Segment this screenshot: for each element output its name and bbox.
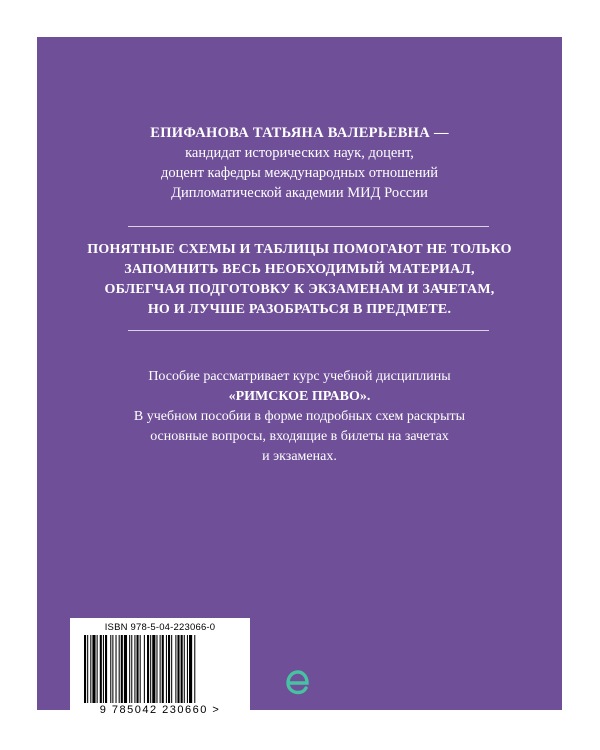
eksmo-logo-icon — [284, 668, 312, 696]
promo-text — [37, 240, 562, 320]
author-info — [37, 123, 562, 203]
author-name: ЕПИФАНОВА ТАТЬЯНА ВАЛЕРЬЕВНА — — [150, 125, 449, 141]
barcode-bars — [84, 635, 236, 703]
promo-line: ЗАПОМНИТЬ ВЕСЬ НЕОБХОДИМЫЙ МАТЕРИАЛ, — [124, 262, 475, 277]
divider-top — [128, 226, 489, 227]
description-line: В учебном пособии в форме подробных схем раскрыты — [133, 409, 466, 424]
barcode-digits: 9 785042 230660 > — [99, 704, 221, 716]
author-degree: кандидат исторических наук, доцент, — [185, 145, 414, 161]
barcode-panel — [70, 618, 250, 720]
author-affiliation: Дипломатической академии МИД России — [171, 185, 428, 201]
back-cover — [37, 37, 562, 710]
promo-line: ОБЛЕГЧАЯ ПОДГОТОВКУ К ЭКЗАМЕНАМ И ЗАЧЕТАМ, — [104, 282, 495, 297]
isbn-text: ISBN 978-5-04-223066-0 — [104, 622, 216, 633]
promo-line: НО И ЛУЧШЕ РАЗОБРАТЬСЯ В ПРЕДМЕТЕ. — [147, 302, 452, 317]
description-line: основные вопросы, входящие в билеты на зачетах — [150, 429, 449, 444]
subject-title: «РИМСКОЕ ПРАВО». — [228, 389, 371, 404]
author-position: доцент кафедры международных отношений — [160, 165, 438, 181]
divider-bottom — [128, 330, 489, 331]
description — [37, 367, 562, 467]
description-line: и экзаменах. — [262, 449, 337, 464]
description-line: Пособие рассматривает курс учебной дисциплины — [148, 369, 451, 384]
promo-line: ПОНЯТНЫЕ СХЕМЫ И ТАБЛИЦЫ ПОМОГАЮТ НЕ ТОЛЬКО — [87, 242, 512, 257]
